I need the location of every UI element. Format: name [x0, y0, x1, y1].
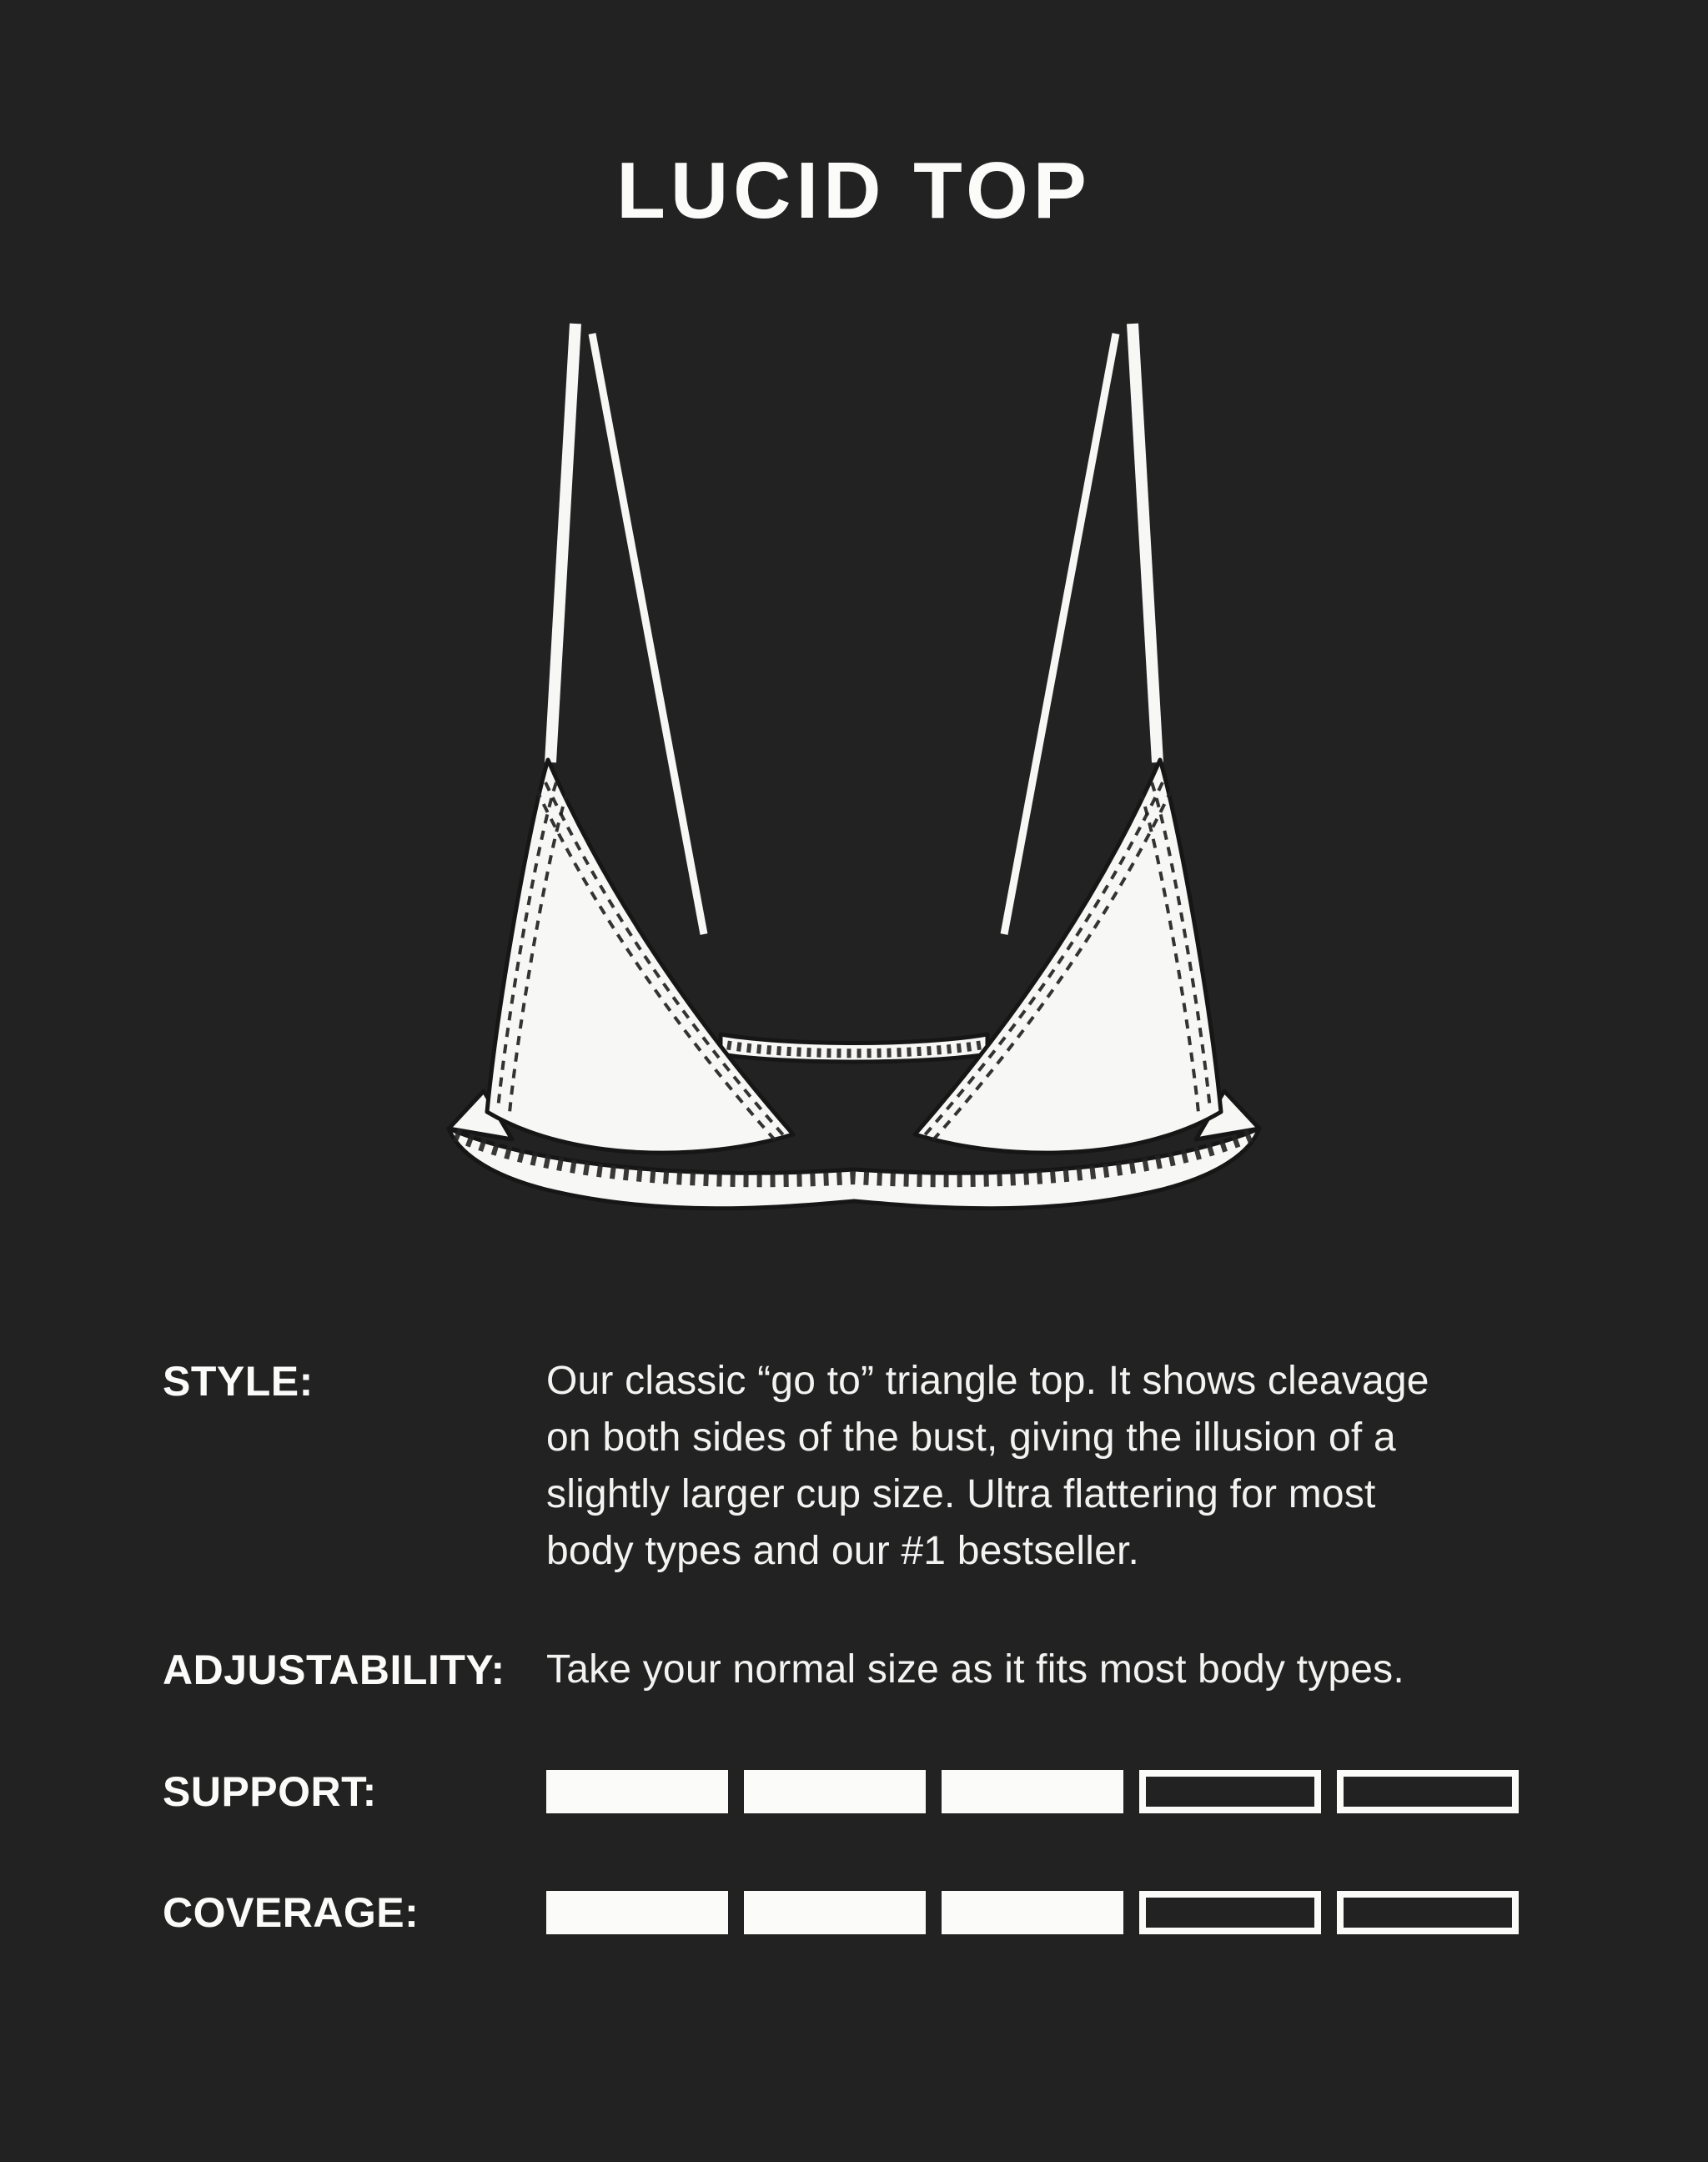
- right-strap-cord: [1004, 334, 1116, 934]
- left-strap: [550, 324, 575, 762]
- rating-segment-filled: [546, 1770, 728, 1813]
- style-description-line: body types and our #1 bestseller.: [546, 1529, 1140, 1573]
- spec-list: [163, 1353, 1547, 1941]
- support-rating-bar: [546, 1770, 1547, 1813]
- product-illustration: [429, 315, 1279, 1216]
- spec-row-adjustability: [163, 1642, 1547, 1698]
- rating-segment-filled: [942, 1891, 1123, 1934]
- coverage-label: COVERAGE:: [163, 1889, 419, 1936]
- rating-segment-filled: [744, 1891, 926, 1934]
- rating-segment-empty: [1337, 1770, 1519, 1813]
- rating-segment-empty: [1139, 1891, 1321, 1934]
- rating-segment-filled: [942, 1770, 1123, 1813]
- spec-row-support: [163, 1763, 1547, 1820]
- rating-segment-filled: [744, 1770, 926, 1813]
- spec-row-coverage: [163, 1884, 1547, 1941]
- left-strap-cord: [592, 334, 704, 934]
- rating-segment-empty: [1139, 1770, 1321, 1813]
- style-description-line: slightly larger cup size. Ultra flattering for most: [546, 1472, 1376, 1516]
- coverage-rating-bar: [546, 1891, 1547, 1934]
- style-description: [546, 1353, 1547, 1580]
- style-description-line: Our classic “go to” triangle top. It shows cleavage: [546, 1359, 1429, 1403]
- adjustability-description: Take your normal size as it fits most body types.: [546, 1647, 1404, 1692]
- style-description-line: on both sides of the bust, giving the illusion of a: [546, 1415, 1396, 1460]
- style-label: STYLE:: [163, 1358, 314, 1405]
- rating-segment-empty: [1337, 1891, 1519, 1934]
- page-title: LUCID TOP: [616, 146, 1092, 235]
- support-label: SUPPORT:: [163, 1768, 377, 1815]
- spec-row-style: [163, 1353, 1547, 1580]
- triangle-bikini-top-drawing: [429, 315, 1279, 1216]
- right-strap: [1133, 324, 1158, 762]
- adjustability-label: ADJUSTABILITY:: [163, 1647, 505, 1693]
- rating-segment-filled: [546, 1891, 728, 1934]
